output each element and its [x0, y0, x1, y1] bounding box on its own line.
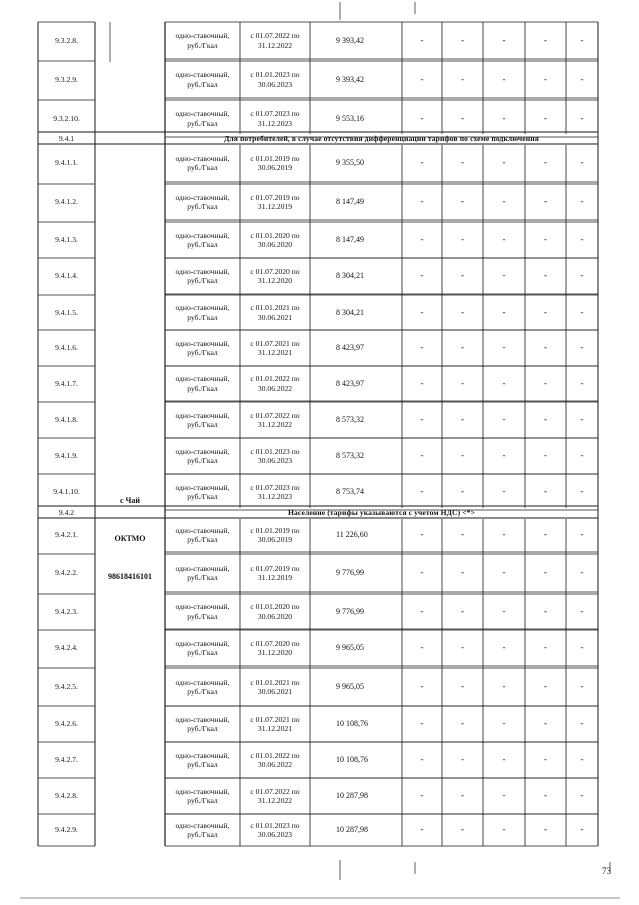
- empty-cell-dash: -: [544, 718, 547, 729]
- empty-cell-dash: -: [461, 234, 464, 245]
- empty-cell-dash: -: [461, 34, 464, 45]
- empty-cell-dash: -: [580, 342, 584, 353]
- empty-cell-dash: -: [580, 112, 584, 123]
- tariff-period: с 01.07.2021 по 31.12.2021: [250, 714, 300, 733]
- tariff-period: с 01.07.2021 по 31.12.2021: [250, 338, 300, 357]
- empty-cell-dash: -: [502, 529, 506, 540]
- tariff-period: с 01.01.2020 по 30.06.2020: [250, 230, 300, 249]
- tariff-type: одно-ставочный, руб./Гкал: [175, 230, 230, 249]
- empty-cell-dash: -: [580, 157, 584, 168]
- empty-cell-dash: -: [580, 605, 584, 616]
- tariff-period: с 01.07.2023 по 31.12.2023: [250, 109, 300, 128]
- row-number: 9.3.2.9.: [55, 74, 78, 84]
- empty-cell-dash: -: [461, 270, 464, 281]
- tariff-type: одно-ставочный, руб./Гкал: [175, 303, 230, 322]
- tariff-period: с 01.01.2023 по 30.06.2023: [250, 446, 300, 465]
- empty-cell-dash: -: [580, 642, 584, 653]
- empty-cell-dash: -: [580, 414, 584, 425]
- tariff-value: 8 423,97: [336, 378, 364, 388]
- tariff-period: с 01.07.2019 по 31.12.2019: [250, 192, 300, 211]
- tariff-period: с 01.01.2023 по 30.06.2023: [250, 70, 300, 89]
- tariff-value: 8 304,21: [336, 307, 364, 317]
- empty-cell-dash: -: [420, 112, 424, 123]
- tariff-type: одно-ставочный, руб./Гкал: [175, 109, 230, 128]
- tariff-period: с 01.01.2022 по 30.06.2022: [250, 750, 300, 769]
- empty-cell-dash: -: [461, 754, 464, 765]
- empty-cell-dash: -: [502, 681, 506, 692]
- row-number: 9.4.2.1.: [55, 530, 78, 540]
- empty-cell-dash: -: [461, 605, 464, 616]
- empty-cell-dash: -: [580, 270, 584, 281]
- row-number: 9.4.1.4.: [55, 271, 78, 281]
- empty-cell-dash: -: [544, 112, 547, 123]
- empty-cell-dash: -: [502, 642, 506, 653]
- tariff-value: 8 423,97: [336, 343, 364, 352]
- tariff-value: 8 573,32: [336, 415, 364, 424]
- empty-cell-dash: -: [544, 196, 547, 207]
- empty-cell-dash: -: [544, 754, 547, 765]
- empty-cell-dash: -: [420, 270, 424, 281]
- empty-cell-dash: -: [420, 642, 424, 653]
- tariff-type: одно-ставочный, руб./Гкал: [175, 446, 230, 465]
- empty-cell-dash: -: [544, 270, 547, 281]
- row-number: 9.3.2.8.: [55, 35, 78, 45]
- tariff-value: 8 573,32: [336, 451, 364, 460]
- empty-cell-dash: -: [580, 754, 584, 765]
- row-number: 9.4.1.3.: [55, 235, 78, 245]
- settlement-label: с Чай: [119, 496, 141, 505]
- tariff-period: с 01.07.2022 по 31.12.2022: [250, 786, 300, 805]
- row-number: 9.4.1.6.: [55, 343, 78, 353]
- empty-cell-dash: -: [544, 681, 547, 692]
- empty-cell-dash: -: [502, 73, 506, 84]
- empty-cell-dash: -: [502, 157, 506, 168]
- empty-cell-dash: -: [420, 414, 424, 425]
- empty-cell-dash: -: [544, 157, 547, 168]
- tariff-type: одно-ставочный, руб./Гкал: [175, 714, 230, 733]
- oktmo-code: 98618416101: [108, 572, 152, 581]
- empty-cell-dash: -: [544, 486, 547, 497]
- tariff-period: с 01.01.2023 по 30.06.2023: [250, 820, 300, 839]
- empty-cell-dash: -: [461, 414, 464, 425]
- tariff-type: одно-ставочный, руб./Гкал: [175, 525, 230, 544]
- empty-cell-dash: -: [580, 34, 584, 45]
- tariff-value: 9 393,42: [336, 74, 364, 84]
- empty-cell-dash: -: [544, 414, 547, 425]
- empty-cell-dash: -: [420, 790, 424, 801]
- tariff-value: 9 776,99: [336, 568, 364, 577]
- row-number: 9.4.1.8.: [55, 415, 78, 425]
- empty-cell-dash: -: [502, 112, 506, 123]
- row-number: 9.4.1.2.: [55, 197, 78, 207]
- section-number: 9.4.2: [58, 507, 75, 517]
- tariff-value: 9 553,16: [336, 113, 364, 123]
- empty-cell-dash: -: [420, 567, 424, 578]
- tariff-type: одно-ставочный, руб./Гкал: [175, 410, 230, 429]
- empty-cell-dash: -: [580, 718, 584, 729]
- tariff-type: одно-ставочный, руб./Гкал: [175, 192, 230, 211]
- empty-cell-dash: -: [461, 824, 464, 835]
- tariff-type: одно-ставочный, руб./Гкал: [175, 563, 230, 582]
- tariff-type: одно-ставочный, руб./Гкал: [175, 677, 230, 696]
- row-number: 9.4.2.6.: [55, 719, 78, 729]
- tariff-period: с 01.07.2020 по 31.12.2020: [250, 638, 300, 657]
- empty-cell-dash: -: [502, 196, 506, 207]
- empty-cell-dash: -: [420, 234, 424, 245]
- empty-cell-dash: -: [580, 196, 584, 207]
- empty-cell-dash: -: [544, 73, 547, 84]
- empty-cell-dash: -: [544, 605, 547, 616]
- empty-cell-dash: -: [461, 718, 464, 729]
- tariff-type: одно-ставочный, руб./Гкал: [175, 338, 230, 357]
- tariff-value: 9 965,05: [336, 682, 364, 691]
- empty-cell-dash: -: [502, 605, 506, 616]
- empty-cell-dash: -: [580, 486, 584, 497]
- empty-cell-dash: -: [580, 681, 584, 692]
- tariff-value: 10 108,76: [336, 755, 368, 764]
- row-number: 9.4.2.4.: [55, 643, 78, 653]
- tariff-period: с 01.07.2022 по 31.12.2022: [250, 410, 300, 429]
- row-number: 9.4.2.2.: [55, 568, 78, 578]
- empty-cell-dash: -: [420, 157, 424, 168]
- empty-cell-dash: -: [580, 567, 584, 578]
- tariff-period: с 01.07.2022 по 31.12.2022: [250, 31, 300, 50]
- tariff-period: с 01.01.2021 по 30.06.2021: [250, 677, 300, 696]
- tariff-value: 9 776,99: [336, 606, 364, 616]
- empty-cell-dash: -: [420, 754, 424, 765]
- row-number: 9.4.2.5.: [55, 682, 78, 692]
- section-title: Для потребителей, в случае отсутствия дифференциации тарифов по схеме подключения: [224, 133, 539, 143]
- empty-cell-dash: -: [502, 450, 506, 461]
- empty-cell-dash: -: [580, 234, 584, 245]
- tariff-type: одно-ставочный, руб./Гкал: [175, 638, 230, 657]
- tariff-value: 9 393,42: [336, 35, 364, 45]
- tariff-period: с 01.07.2020 по 31.12.2020: [250, 266, 300, 285]
- empty-cell-dash: -: [461, 157, 464, 168]
- empty-cell-dash: -: [461, 529, 464, 540]
- empty-cell-dash: -: [461, 790, 464, 801]
- tariff-value: 8 147,49: [336, 235, 364, 244]
- empty-cell-dash: -: [420, 718, 424, 729]
- tariff-type: одно-ставочный, руб./Гкал: [175, 482, 230, 501]
- empty-cell-dash: -: [502, 824, 506, 835]
- empty-cell-dash: -: [420, 377, 424, 388]
- tariff-type: одно-ставочный, руб./Гкал: [175, 820, 230, 839]
- empty-cell-dash: -: [420, 196, 424, 207]
- row-number: 9.4.1.7.: [55, 378, 78, 388]
- empty-cell-dash: -: [420, 529, 424, 540]
- tariff-type: одно-ставочный, руб./Гкал: [175, 31, 230, 50]
- empty-cell-dash: -: [461, 306, 464, 317]
- empty-cell-dash: -: [502, 567, 506, 578]
- empty-cell-dash: -: [461, 73, 464, 84]
- row-number: 9.3.2.10.: [53, 113, 80, 123]
- tariff-type: одно-ставочный, руб./Гкал: [175, 153, 230, 172]
- section-title: Население (тарифы указываются с учетом НДС) <*>: [288, 507, 475, 517]
- row-number: 9.4.2.9.: [55, 825, 78, 835]
- tariff-value: 10 108,76: [336, 719, 368, 728]
- empty-cell-dash: -: [502, 754, 506, 765]
- row-number: 9.4.1.5.: [55, 307, 78, 317]
- empty-cell-dash: -: [420, 73, 424, 84]
- tariff-value: 9 355,50: [336, 158, 364, 167]
- empty-cell-dash: -: [580, 790, 584, 801]
- empty-cell-dash: -: [544, 306, 547, 317]
- empty-cell-dash: -: [502, 306, 506, 317]
- empty-cell-dash: -: [580, 73, 584, 84]
- empty-cell-dash: -: [544, 790, 547, 801]
- empty-cell-dash: -: [461, 196, 464, 207]
- tariff-value: 8 304,21: [336, 271, 364, 280]
- tariff-period: с 01.01.2022 по 30.06.2022: [250, 374, 300, 393]
- empty-cell-dash: -: [580, 306, 584, 317]
- tariff-value: 10 287,98: [336, 791, 368, 800]
- empty-cell-dash: -: [502, 377, 506, 388]
- empty-cell-dash: -: [544, 529, 547, 540]
- oktmo-label: ОКТМО: [114, 534, 146, 543]
- empty-cell-dash: -: [420, 605, 424, 616]
- empty-cell-dash: -: [420, 306, 424, 317]
- row-number: 9.4.1.10.: [53, 487, 80, 497]
- empty-cell-dash: -: [461, 450, 464, 461]
- empty-cell-dash: -: [461, 681, 464, 692]
- empty-cell-dash: -: [502, 486, 506, 497]
- empty-cell-dash: -: [544, 567, 547, 578]
- row-number: 9.4.1.1.: [55, 158, 78, 168]
- empty-cell-dash: -: [544, 824, 547, 835]
- tariff-value: 11 226,60: [336, 530, 368, 539]
- tariff-type: одно-ставочный, руб./Гкал: [175, 70, 230, 89]
- empty-cell-dash: -: [580, 450, 584, 461]
- tariff-value: 9 965,05: [336, 643, 364, 652]
- row-number: 9.4.2.7.: [55, 755, 78, 765]
- row-number: 9.4.2.3.: [55, 606, 78, 616]
- empty-cell-dash: -: [544, 642, 547, 653]
- empty-cell-dash: -: [420, 681, 424, 692]
- empty-cell-dash: -: [580, 824, 584, 835]
- row-number: 9.4.2.8.: [55, 791, 78, 801]
- tariff-type: одно-ставочный, руб./Гкал: [175, 786, 230, 805]
- empty-cell-dash: -: [502, 790, 506, 801]
- empty-cell-dash: -: [502, 342, 506, 353]
- empty-cell-dash: -: [544, 234, 547, 245]
- tariff-value: 8 753,74: [336, 487, 364, 496]
- tariff-period: с 01.01.2020 по 30.06.2020: [250, 602, 300, 621]
- tariff-period: с 01.01.2019 по 30.06.2019: [250, 525, 300, 544]
- empty-cell-dash: -: [420, 34, 424, 45]
- empty-cell-dash: -: [420, 486, 424, 497]
- tariff-value: 8 147,49: [336, 197, 364, 206]
- empty-cell-dash: -: [502, 34, 506, 45]
- tariff-type: одно-ставочный, руб./Гкал: [175, 602, 230, 621]
- empty-cell-dash: -: [461, 567, 464, 578]
- empty-cell-dash: -: [420, 824, 424, 835]
- empty-cell-dash: -: [544, 34, 547, 45]
- empty-cell-dash: -: [544, 377, 547, 388]
- tariff-period: с 01.01.2019 по 30.06.2019: [250, 153, 300, 172]
- empty-cell-dash: -: [502, 270, 506, 281]
- empty-cell-dash: -: [461, 486, 464, 497]
- tariff-type: одно-ставочный, руб./Гкал: [175, 374, 230, 393]
- tariff-period: с 01.07.2019 по 31.12.2019: [250, 563, 300, 582]
- empty-cell-dash: -: [502, 234, 506, 245]
- tariff-period: с 01.07.2023 по 31.12.2023: [250, 482, 300, 501]
- empty-cell-dash: -: [502, 414, 506, 425]
- empty-cell-dash: -: [420, 450, 424, 461]
- empty-cell-dash: -: [580, 377, 584, 388]
- tariff-type: одно-ставочный, руб./Гкал: [175, 266, 230, 285]
- row-number: 9.4.1.9.: [55, 451, 78, 461]
- empty-cell-dash: -: [461, 377, 464, 388]
- tariff-value: 10 287,98: [336, 825, 368, 834]
- empty-cell-dash: -: [461, 342, 464, 353]
- empty-cell-dash: -: [461, 112, 464, 123]
- empty-cell-dash: -: [502, 718, 506, 729]
- tariff-period: с 01.01.2021 по 30.06.2021: [250, 303, 300, 322]
- empty-cell-dash: -: [544, 342, 547, 353]
- empty-cell-dash: -: [420, 342, 424, 353]
- page-number: 73: [602, 866, 611, 876]
- tariff-type: одно-ставочный, руб./Гкал: [175, 750, 230, 769]
- section-number: 9.4.1: [58, 133, 75, 143]
- empty-cell-dash: -: [544, 450, 547, 461]
- empty-cell-dash: -: [580, 529, 584, 540]
- empty-cell-dash: -: [461, 642, 464, 653]
